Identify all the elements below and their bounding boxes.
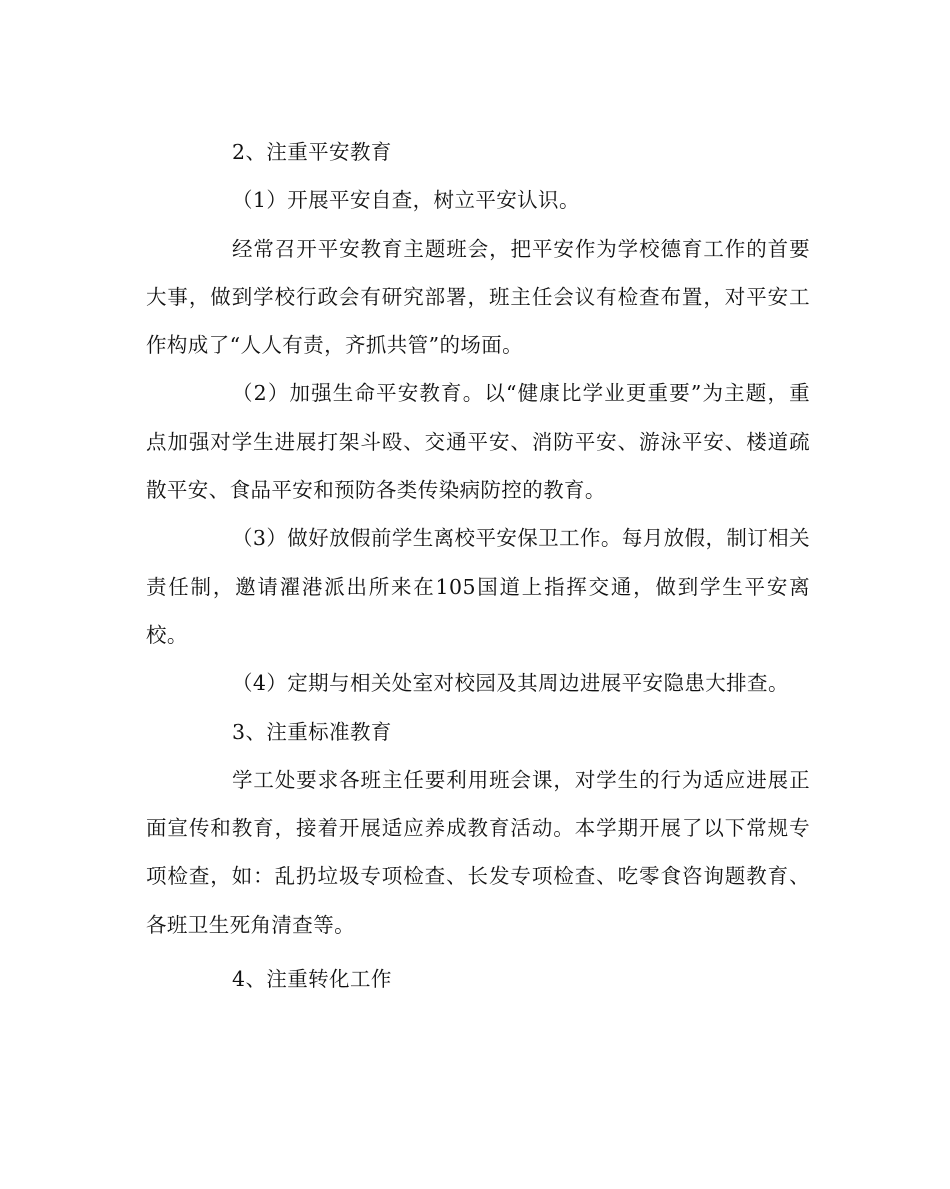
paragraph-life-safety: （2）加强生命平安教育。以“健康比学业更重要”为主题，重点加强对学生进展打架斗殴、交通平安、消防平安、游泳平安、楼道疏散平安、食品平安和预防各类传染病防控的教育。: [146, 381, 810, 503]
paragraph-theme-meetings: 经常召开平安教育主题班会，把平安作为学校德育工作的首要大事，做到学校行政会有研究部署，班主任会议有检查布置，对平安工作构成了“人人有责，齐抓共管”的场面。: [146, 236, 810, 358]
paragraph-holiday-safety: （3）做好放假前学生离校平安保卫工作。每月放假，制订相关责任制，邀请濯港派出所来在105国道上指挥交通，做到学生平安离校。: [146, 526, 810, 647]
paragraph-self-check: （1）开展平安自查，树立平安认识。: [232, 188, 580, 213]
document-page: [146, 128, 810, 1003]
section-heading-transformation: 4、注重转化工作: [232, 967, 392, 992]
section-heading-safety: 2、注重平安教育: [232, 140, 392, 164]
section-heading-standards: 3、注重标准教育: [232, 719, 392, 744]
paragraph-behavior-education: 学工处要求各班主任要利用班会课，对学生的行为适应进展正面宣传和教育，接着开展适应养成教育活动。本学期开展了以下常规专项检查，如：乱扔垃圾专项检查、长发专项检查、吃零食咨询题教育、各班卫生死角清查等。: [146, 767, 810, 937]
paragraph-hazard-check: （4）定期与相关处室对校园及其周边进展平安隐患大排查。: [232, 671, 789, 696]
